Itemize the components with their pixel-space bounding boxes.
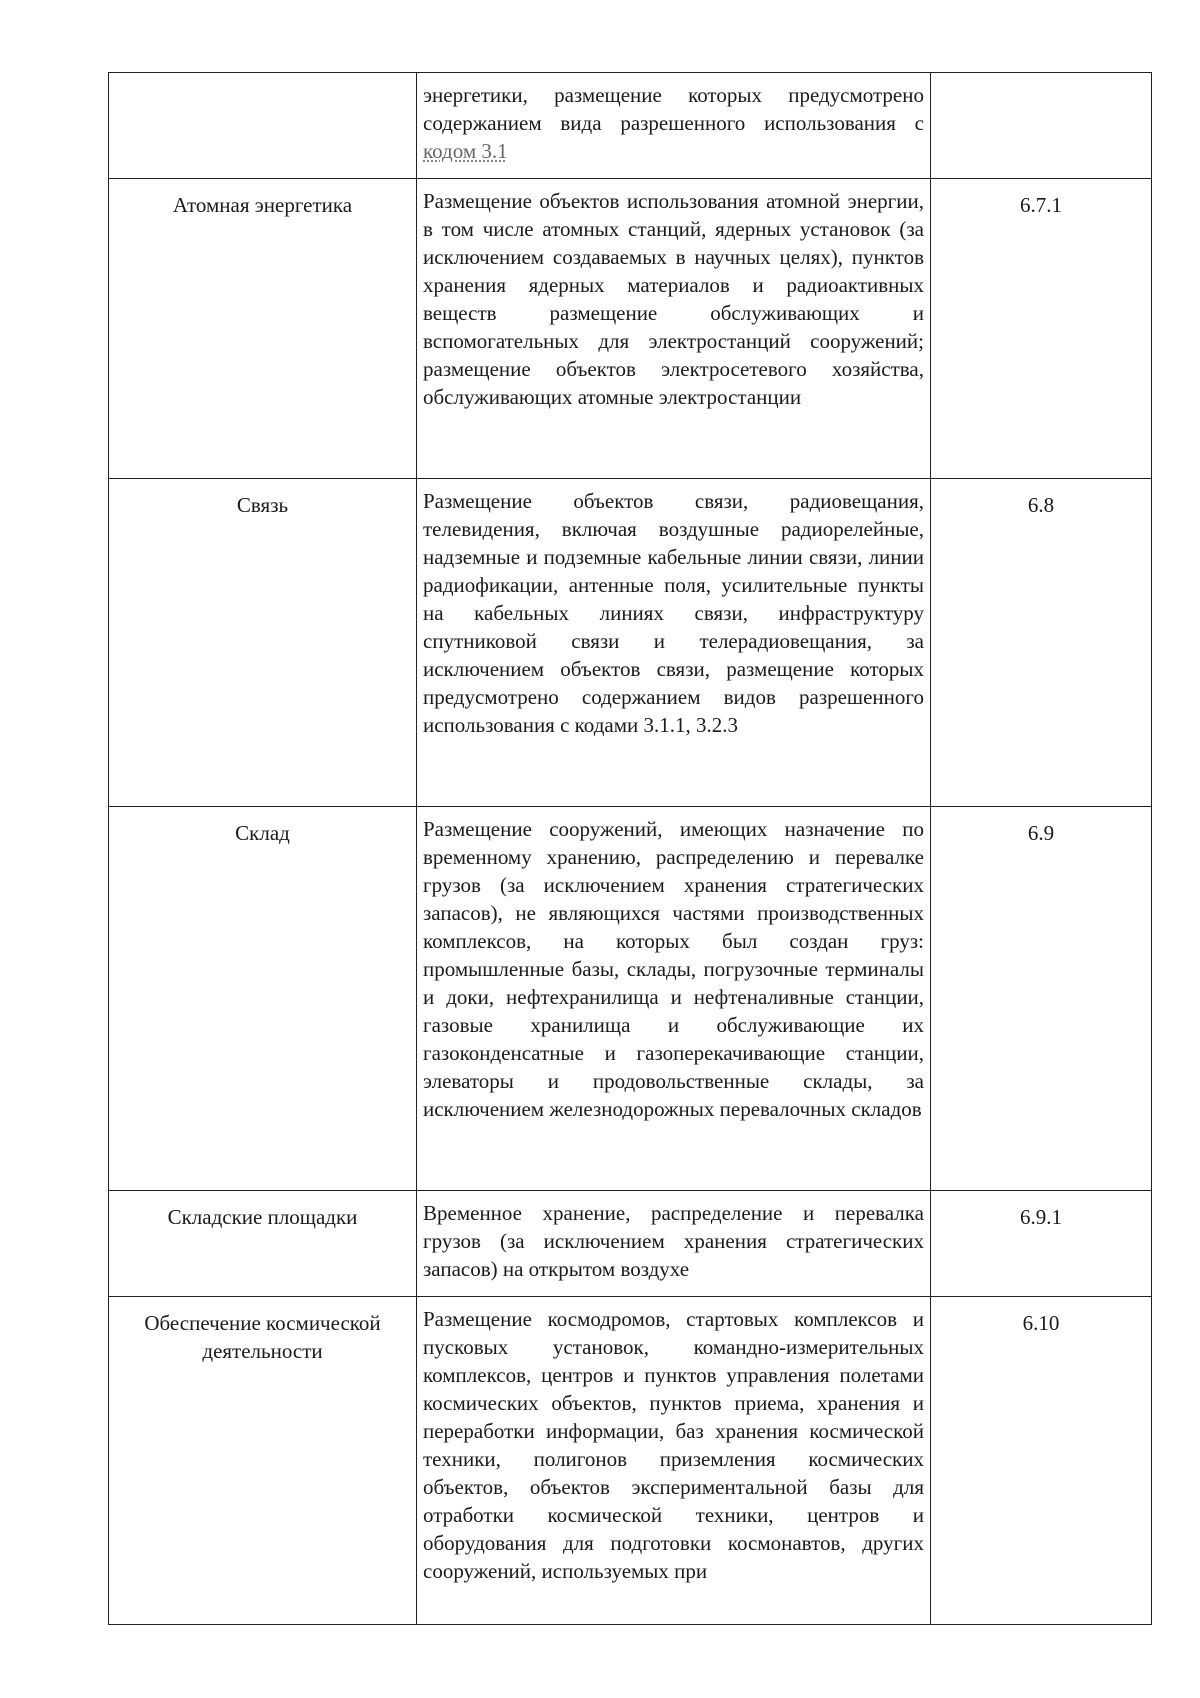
land-use-code: 6.7.1	[931, 179, 1152, 479]
land-use-description: Временное хранение, распределение и перевалка грузов (за исключением хранения стратегических запасов) на открытом воздухе	[417, 1191, 931, 1297]
description-text: энергетики, размещение которых предусмотрено содержанием вида разрешенного использования с	[423, 83, 924, 135]
table-row	[109, 479, 1152, 807]
land-use-name: Атомная энергетика	[109, 179, 417, 479]
land-use-code	[931, 73, 1152, 179]
land-use-description: Размещение космодромов, стартовых комплексов и пусковых установок, командно-измерительных комплексов, центров и пунктов управления полетами космических объектов, пунктов приема, хранения и переработки информации, баз хранения космической техники, полигонов приземления космических объектов, объектов экспериментальной базы для отработки космической техники, центров и оборудования для подготовки космонавтов, других сооружений, используемых при	[417, 1297, 931, 1625]
land-use-description: Размещение сооружений, имеющих назначение по временному хранению, распределению и перевалке грузов (за исключением хранения стратегических запасов), не являющихся частями производственных комплексов, на которых был создан груз: промышленные базы, склады, погрузочные терминалы и доки, нефтехранилища и нефтеналивные станции, газовые хранилища и обслуживающие их газоконденсатные и газоперекачивающие станции, элеваторы и продовольственные склады, за исключением железнодорожных перевалочных складов	[417, 807, 931, 1191]
land-use-name: Обеспечение космической деятельности	[109, 1297, 417, 1625]
code-reference-link[interactable]: кодом 3.1	[423, 139, 508, 163]
table-row	[109, 73, 1152, 179]
land-use-name: Связь	[109, 479, 417, 807]
table-row	[109, 807, 1152, 1191]
land-use-description	[417, 73, 931, 179]
land-use-code: 6.8	[931, 479, 1152, 807]
table-row	[109, 1297, 1152, 1625]
land-use-description: Размещение объектов связи, радиовещания, телевидения, включая воздушные радиорелейные, надземные и подземные кабельные линии связи, линии радиофикации, антенные поля, усилительные пункты на кабельных линиях связи, инфраструктуру спутниковой связи и телерадиовещания, за исключением объектов связи, размещение которых предусмотрено содержанием видов разрешенного использования с кодами 3.1.1, 3.2.3	[417, 479, 931, 807]
land-use-code: 6.9.1	[931, 1191, 1152, 1297]
table-row	[109, 1191, 1152, 1297]
land-use-code: 6.9	[931, 807, 1152, 1191]
land-use-name: Склад	[109, 807, 417, 1191]
land-use-table	[108, 72, 1152, 1625]
land-use-description: Размещение объектов использования атомной энергии, в том числе атомных станций, ядерных установок (за исключением создаваемых в научных целях), пунктов хранения ядерных материалов и радиоактивных веществ размещение обслуживающих и вспомогательных для электростанций сооружений; размещение объектов электросетевого хозяйства, обслуживающих атомные электростанции	[417, 179, 931, 479]
land-use-code: 6.10	[931, 1297, 1152, 1625]
land-use-name	[109, 73, 417, 179]
table-row	[109, 179, 1152, 479]
land-use-name: Складские площадки	[109, 1191, 417, 1297]
